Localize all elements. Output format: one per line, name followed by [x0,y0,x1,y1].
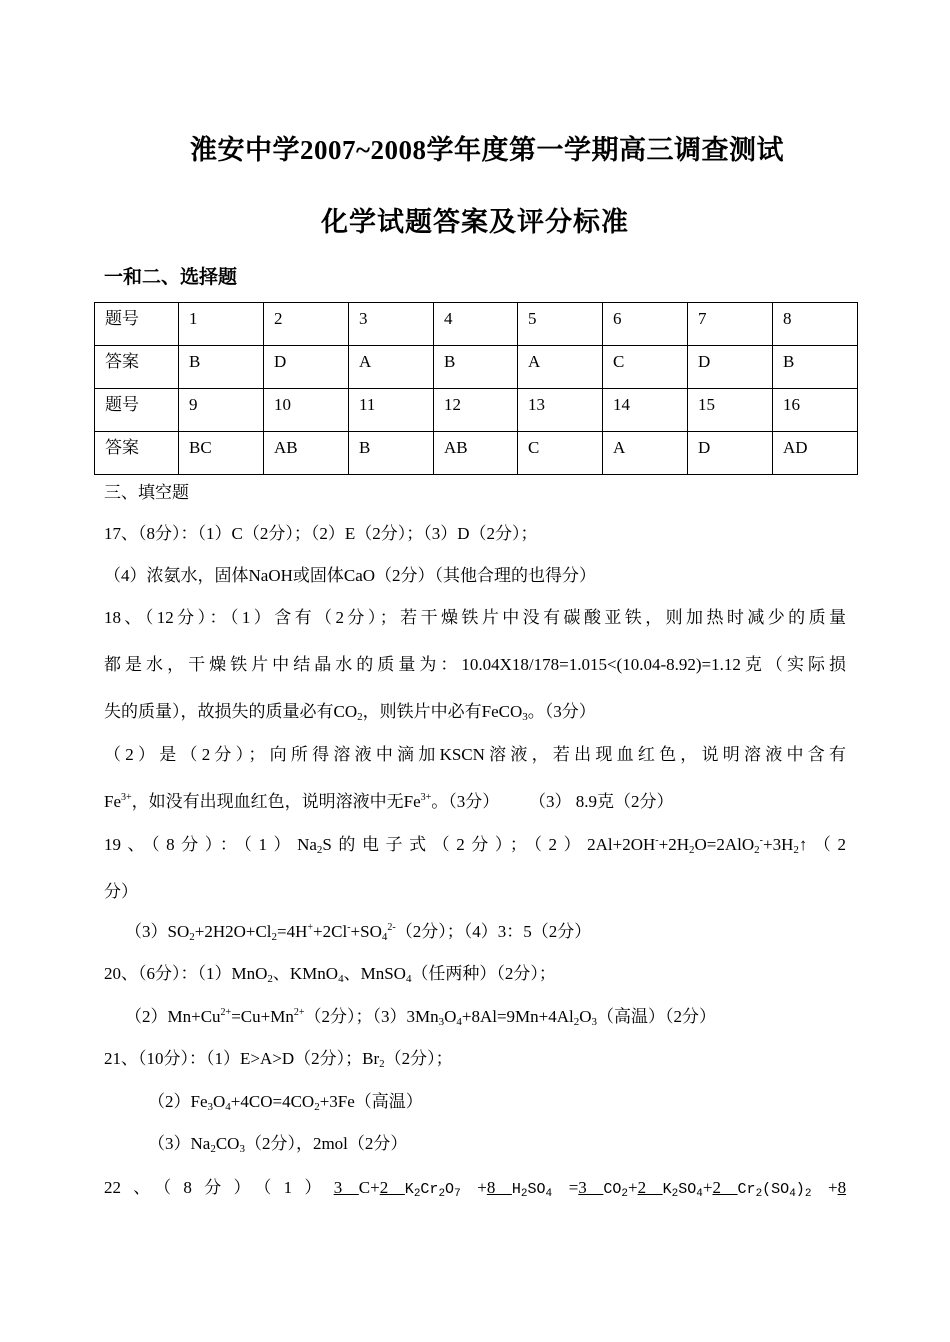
table-cell: 8 [773,303,858,346]
section-heading-fill: 三、填空题 [104,483,189,502]
table-row [95,303,858,346]
table-row [95,389,858,432]
q21-line: 21、（10分）：（1）E>A>D（2分）；$Br_2(2$分）； [104,1049,453,1070]
table-cell: 14 [603,389,688,432]
table-row-header: 题号 [95,303,179,346]
table-cell: A [349,346,434,389]
table-cell: A [603,432,688,475]
table-cell: D [688,432,773,475]
q21-line: $(2)Fe_3O_4+4CO=4CO_2+3Fe$（高温） [148,1092,423,1113]
table-cell: 11 [349,389,434,432]
table-row-header: 题号 [95,389,179,432]
table-row-header: 答案 [95,432,179,475]
table-cell: C [518,432,603,475]
table-cell: 4 [434,303,518,346]
table-cell: 7 [688,303,773,346]
q21-line: $(3)Na_2CO_3(2$分），2mol（2分） [148,1134,408,1155]
table-cell: A [518,346,603,389]
q22-line: 22、（8分）（1）3 C+2 $K_2Cr_2O_7 +8$ $H_2SO_4 =3$ $CO_2+2$ $K_2SO_4+2$ $Cr_2(SO_4)_2 +8$ [104,1178,847,1200]
table-cell: 10 [264,389,349,432]
table-cell: D [688,346,773,389]
table-cell: 13 [518,389,603,432]
q19-line: 19、（8分）：$(1)Na_2S$的电子式（2分）；$(2)2Al+2OH^-+2H_2O=2AlO_2^-+3H_2↑(2$ [104,835,846,856]
table-row-header: 答案 [95,346,179,389]
answer-table [94,302,858,475]
q18-line: （2）是（2分）；向所得溶液中滴加KSCN溶液，若出现血红色，说明溶液中含有 [104,745,846,764]
document-subtitle: 化学试题答案及评分标准 [321,207,629,237]
q20-line: 20、（6分）：（1）MnO$_2$、KMnO$_4$、MnSO$_4$（任两种）（2分）； [104,964,556,985]
document-title: 淮安中学2007~2008学年度第一学期高三调查测试 [190,135,785,165]
q19-line: 分） [104,882,138,901]
table-cell: B [434,346,518,389]
table-cell: 9 [179,389,264,432]
table-cell: 16 [773,389,858,432]
table-cell: D [264,346,349,389]
q17-line: （4）浓氨水，固体NaOH或固体CaO（2分）（其他合理的也得分） [104,566,597,585]
q17-line: 17、（8分）：（1）C（2分）；（2）E（2分）；（3）D（2分）； [104,524,538,543]
table-cell: 5 [518,303,603,346]
table-cell: AD [773,432,858,475]
table-cell: 1 [179,303,264,346]
q20-line: $(2)Mn+Cu^{2+}=Cu+Mn^{2+}(2$分）；$(3)3Mn_3O_4+8Al=9Mn+4Al_2O_3$（高温）（2分） [125,1007,717,1028]
q18-line: 失的质量），故损失的质量必有$CO_2$，则铁片中必有FeCO$_3$。（3分） [104,702,596,723]
table-cell: 15 [688,389,773,432]
table-row [95,346,858,389]
table-cell: B [773,346,858,389]
q18-line: 都是水，干燥铁片中结晶水的质量为：10.04X18/178=1.015<(10.04-8.92)=1.12克（实际损 [104,655,846,674]
table-cell: 3 [349,303,434,346]
table-cell: AB [264,432,349,475]
table-row [95,432,858,475]
table-cell: B [179,346,264,389]
table-cell: 2 [264,303,349,346]
q18-line: $Fe^{3+}$，如没有出现血红色，说明溶液中无$Fe^{3+}$。（3分） （3） 8.9克（2分） [104,792,674,811]
table-cell: B [349,432,434,475]
q18-line: 18、（12分）：（1）含有（2分）；若干燥铁片中没有碳酸亚铁，则加热时减少的质量 [104,608,846,627]
table-cell: 6 [603,303,688,346]
table-cell: C [603,346,688,389]
section-heading-choice: 一和二、选择题 [104,267,238,288]
q19-line: $(3)SO_2+2H2O+Cl_2=4H^++2Cl^-+SO_4^{2-}(2$分）；（4）3：5（2分） [125,922,592,943]
table-cell: 12 [434,389,518,432]
table-cell: AB [434,432,518,475]
table-cell: BC [179,432,264,475]
